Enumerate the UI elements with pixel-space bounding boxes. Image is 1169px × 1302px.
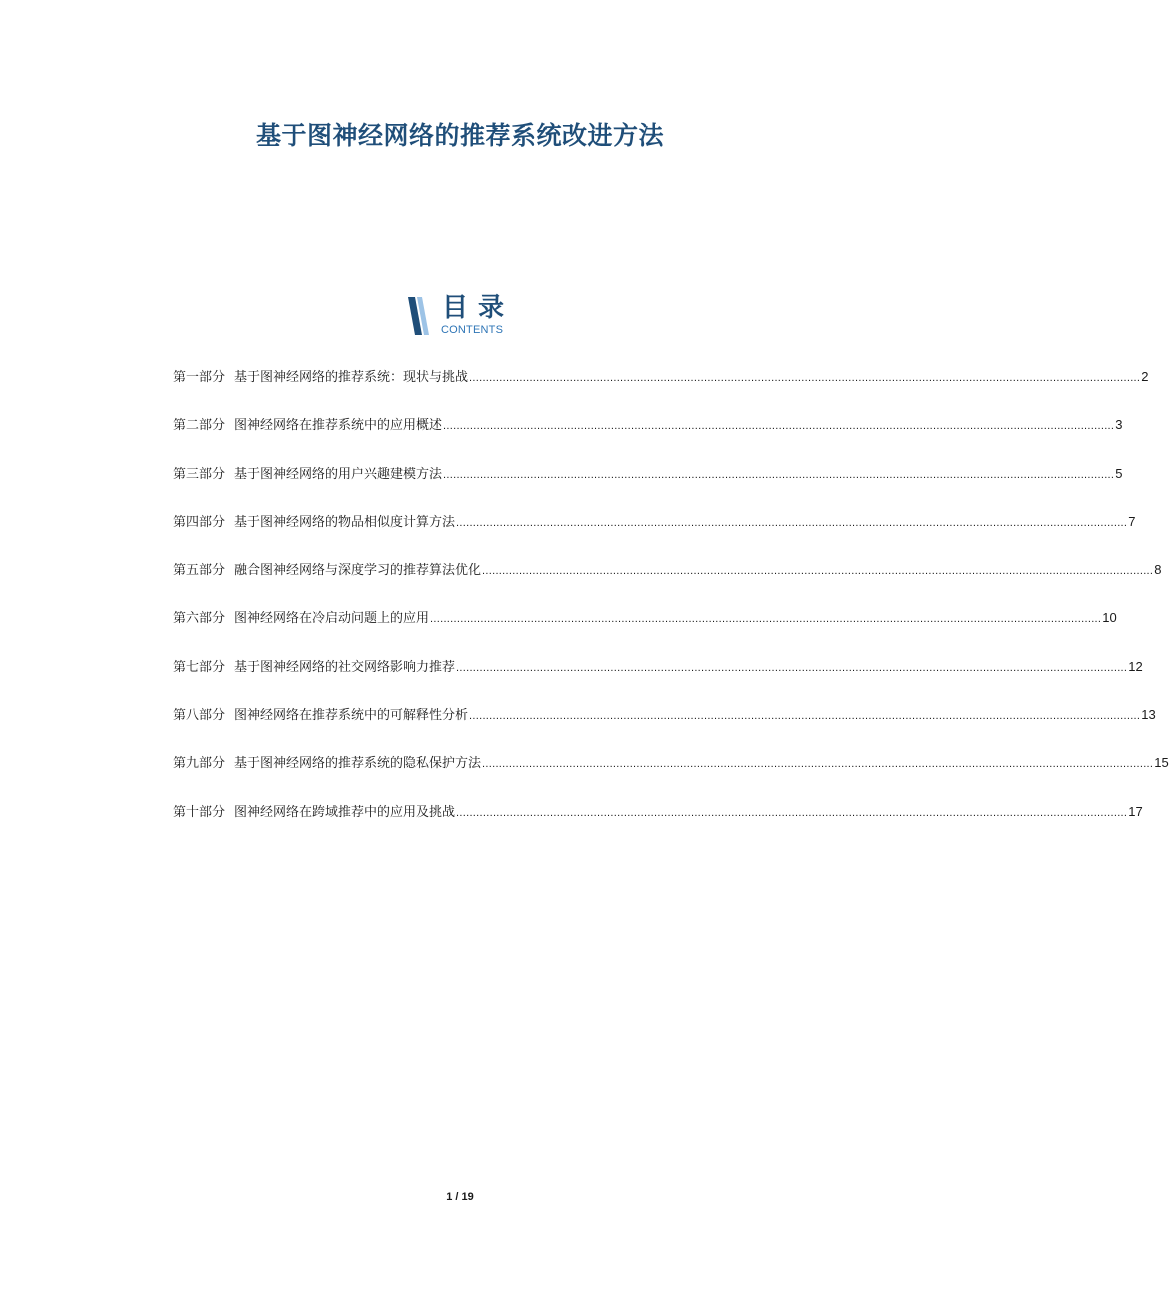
toc-dot-leader: ........................................................................................................................................................................................................	[482, 758, 1154, 771]
toc-entry-part: 第十部分	[173, 804, 226, 820]
toc-entry[interactable]	[173, 559, 1162, 607]
toc-entry[interactable]	[173, 463, 1123, 511]
toc-dot-leader: ........................................................................................................................................................................................................	[443, 420, 1115, 433]
toc-entry-title: 图神经网络在推荐系统中的应用概述	[234, 418, 443, 434]
toc-entry-page: 10	[1102, 610, 1117, 626]
toc-list	[173, 366, 1169, 849]
toc-entry[interactable]	[173, 366, 1149, 414]
toc-entry-title: 基于图神经网络的推荐系统：现状与挑战	[234, 370, 469, 385]
toc-entry-page: 7	[1128, 513, 1136, 529]
toc-entry-title: 图神经网络在冷启动问题上的应用	[234, 611, 430, 627]
toc-entry-title: 基于图神经网络的推荐系统的隐私保护方法	[234, 756, 482, 772]
blue-slash-logo-icon	[406, 296, 434, 336]
toc-dot-leader: ........................................................................................................................................................................................................	[469, 710, 1141, 723]
toc-entry-part: 第六部分	[173, 611, 226, 627]
toc-entry-title: 融合图神经网络与深度学习的推荐算法优化	[234, 563, 482, 579]
toc-heading: 目录	[442, 293, 515, 323]
toc-entry-part: 第八部分	[173, 708, 226, 724]
toc-entry-title: 基于图神经网络的物品相似度计算方法	[234, 514, 456, 530]
toc-entry-part: 第七部分	[173, 659, 226, 675]
toc-entry-title: 图神经网络在跨域推荐中的应用及挑战	[234, 804, 456, 820]
toc-entry[interactable]	[173, 656, 1143, 704]
toc-entry-part: 第一部分	[173, 370, 226, 385]
toc-dot-leader: ........................................................................................................................................................................................................	[456, 806, 1128, 819]
toc-dot-leader: ........................................................................................................................................................................................................	[443, 468, 1115, 481]
toc-dot-leader: ........................................................................................................................................................................................................	[482, 565, 1154, 578]
toc-dot-leader: ........................................................................................................................................................................................................	[456, 516, 1128, 529]
toc-dot-leader: ........................................................................................................................................................................................................	[456, 661, 1128, 674]
toc-entry-title: 基于图神经网络的用户兴趣建模方法	[234, 466, 443, 482]
toc-entry-page: 12	[1128, 658, 1143, 674]
toc-entry-part: 第五部分	[173, 563, 226, 579]
toc-entry[interactable]	[173, 607, 1117, 655]
toc-dot-leader: ........................................................................................................................................................................................................	[430, 613, 1102, 626]
toc-entry-title: 基于图神经网络的社交网络影响力推荐	[234, 659, 456, 675]
toc-entry-page: 15	[1154, 755, 1169, 771]
toc-entry[interactable]	[173, 704, 1156, 752]
toc-entry-part: 第九部分	[173, 756, 226, 772]
toc-entry[interactable]	[173, 511, 1136, 559]
toc-dot-leader: ........................................................................................................................................................................................................	[469, 372, 1141, 384]
toc-subheading: CONTENTS	[441, 324, 504, 336]
toc-entry-page: 8	[1154, 562, 1162, 578]
toc-entry-part: 第三部分	[173, 466, 226, 482]
toc-entry[interactable]	[173, 752, 1169, 800]
toc-entry-page: 17	[1128, 803, 1143, 819]
toc-entry[interactable]	[173, 801, 1143, 849]
toc-entry-title: 图神经网络在推荐系统中的可解释性分析	[234, 708, 469, 724]
toc-entry-page: 5	[1115, 465, 1123, 481]
toc-header	[404, 293, 524, 339]
document-title: 基于图神经网络的推荐系统改进方法	[255, 121, 664, 150]
toc-entry-part: 第二部分	[173, 418, 226, 434]
page-number: 1 / 19	[446, 1191, 474, 1203]
toc-entry-part: 第四部分	[173, 514, 226, 530]
toc-entry-page: 13	[1141, 707, 1156, 723]
toc-entry[interactable]	[173, 414, 1123, 462]
toc-entry-page: 3	[1115, 417, 1123, 433]
toc-entry-page: 2	[1141, 369, 1149, 384]
